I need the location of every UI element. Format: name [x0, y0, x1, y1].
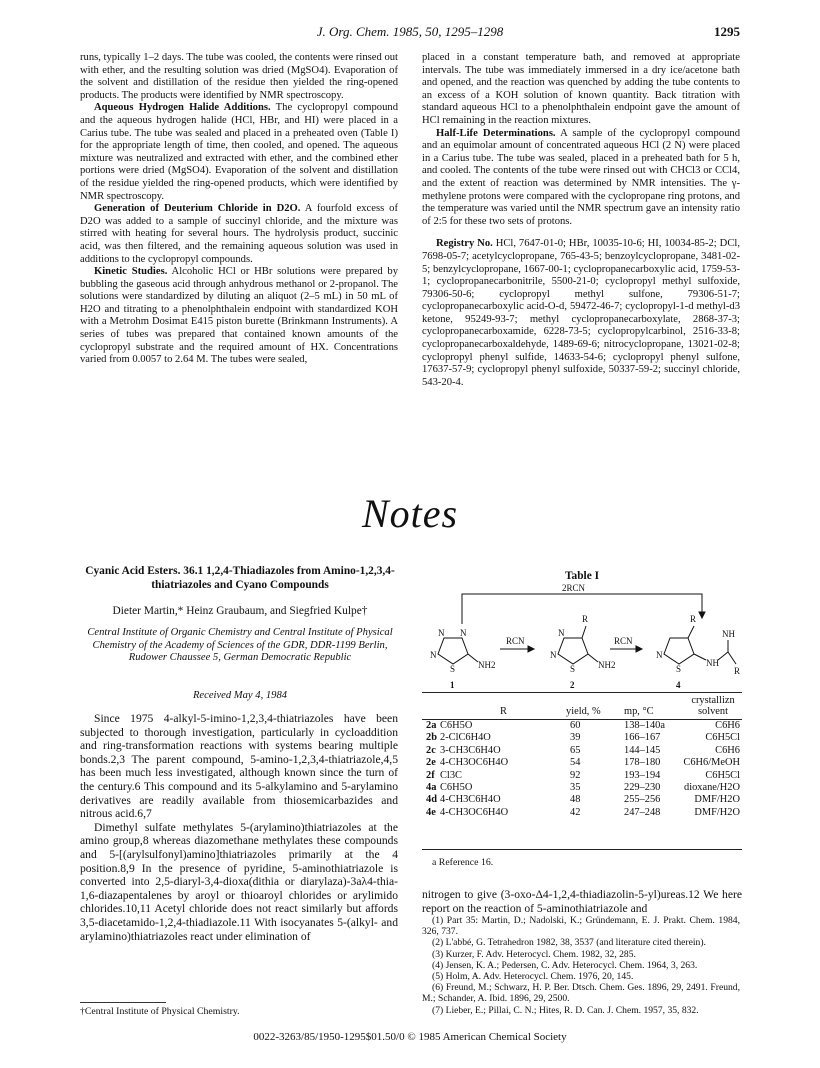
- table-cell: 48: [570, 794, 581, 806]
- table-cell: 65: [570, 744, 581, 756]
- table-cell: 92: [570, 769, 581, 781]
- column-header: mp, °C: [624, 706, 654, 717]
- reference-item: (1) Part 35: Martin, D.; Nadolski, K.; Gründemann, E. J. Prakt. Chem. 1984, 326, 737.: [422, 915, 740, 938]
- footnote-rule: [80, 1002, 166, 1003]
- running-header: [0, 24, 820, 44]
- table-footnote: a Reference 16.: [432, 857, 494, 868]
- table-row: [422, 770, 742, 782]
- atom-label: N: [430, 650, 437, 660]
- left-column-top: [80, 52, 398, 367]
- table-cell: DMF/H2O: [694, 794, 740, 806]
- table-rule: [422, 849, 742, 850]
- compound-id-cell: 2b: [426, 732, 437, 744]
- registry-paragraph: [422, 238, 740, 389]
- table-cell: 42: [570, 806, 581, 818]
- article-authors: Dieter Martin,* Heinz Graubaum, and Siegfried Kulpe†: [112, 605, 368, 617]
- table-cell: 3-CH3C6H4O: [440, 744, 501, 756]
- table-cell: 178–180: [624, 757, 661, 769]
- compound-number: 4: [676, 680, 681, 690]
- article-affiliation: Central Institute of Organic Chemistry and Central Institute of Physical Chemistry of the Academy of Sciences of the GDR, DDR-1199 Berlin, Rudower Chaussee 5, German Democratic Republic: [87, 627, 393, 664]
- reference-item: (6) Freund, M.; Schwarz, H. P. Ber. Dtsch. Chem. Ges. 1896, 29, 2491. Freund, M.; Schander, A. Ibid. 1896, 29, 2500.: [422, 982, 740, 1005]
- table-cell: 138–140a: [624, 720, 665, 731]
- scheme-reagent-2: RCN: [614, 636, 633, 646]
- table-cell: 4-CH3OC6H4O: [440, 806, 509, 818]
- right-column-top: [422, 52, 740, 389]
- table-cell: DMF/H2O: [694, 806, 740, 818]
- page-number: 1295: [714, 24, 740, 39]
- compound-id-cell: 2c: [426, 744, 436, 756]
- table-cell: C6H6/MeOH: [683, 757, 740, 769]
- atom-label: R: [690, 614, 697, 624]
- references-list: [422, 915, 740, 1016]
- compound-number: 1: [450, 680, 455, 690]
- atom-label: NH: [722, 629, 735, 639]
- table-cell: 54: [570, 757, 581, 769]
- atom-label: N: [550, 650, 557, 660]
- column-header: yield, %: [566, 706, 601, 717]
- table-cell: Cl3C: [440, 769, 462, 781]
- table-row: [422, 807, 742, 819]
- paragraph: [80, 203, 398, 266]
- copyright-footer: 0022-3263/85/1950-1295$01.50/0 © 1985 American Chemical Society: [253, 1031, 567, 1043]
- table-cell: 166–167: [624, 732, 661, 744]
- table-cell: C6H6: [715, 720, 740, 731]
- table-header-row: [422, 692, 742, 720]
- column-header: crystallizn solvent: [691, 695, 735, 717]
- paragraph: [80, 266, 398, 367]
- paragraph: nitrogen to give (3-oxo-Δ4-1,2,4-thiadiazolin-5-yl)ureas.12 We here report on the reaction of 5-aminothiatriazole and: [422, 888, 742, 915]
- paragraph: Since 1975 4-alkyl-5-imino-1,2,3,4-thiatriazoles have been subjected to thorough investigation, particularly in cycloaddition and ring-transformation reactions with systems bearing multiple bonds.2,3 The parent compound, 5-amino-1,2,3,4-thiatriazole,4,5 has been much less investigated, although known since the turn of the century.6 This compound and its 5-alkylamino and 5-arylamino derivatives are readily available from thiosemicarbazides and nitrous acid.6,7: [80, 712, 398, 821]
- table-cell: 60: [570, 720, 581, 731]
- table-cell: dioxane/H2O: [684, 781, 740, 793]
- atom-label: S: [450, 664, 456, 674]
- run-in-heading: Registry No.: [436, 238, 493, 250]
- compound-id-cell: 2f: [426, 769, 435, 781]
- compound-id-cell: 4d: [426, 794, 437, 806]
- table-cell: C6H5Cl: [705, 732, 740, 744]
- section-heading: Notes: [361, 491, 459, 536]
- compound-id-cell: 2e: [426, 757, 436, 769]
- compound-id-cell: 2a: [426, 720, 437, 731]
- table-title: Table I: [564, 570, 600, 582]
- table-cell: 39: [570, 732, 581, 744]
- paragraph-text: Alcoholic HCl or HBr solutions were prepared by bubbling the gaseous acid through anhydrous methanol or 2-propanol. The solutions were standardized by diluting an aliquot (2–5 mL) in 50 mL of H2O and titrating to a phenolphthalein endpoint with standardized KOH with a Metrohm Dosimat E415 piston burette (Brinkmann Instruments). A series of tubes was prepared that contained known amounts of the cyclopropyl substrate and the required amount of HX. Concentrations varied from 0.0057 to 2.64 M. The tubes were sealed,: [80, 266, 398, 366]
- run-in-heading: Half-Life Determinations.: [436, 127, 556, 139]
- table-cell: 35: [570, 781, 581, 793]
- table-cell: 2-ClC6H4O: [440, 732, 491, 744]
- table-row: [422, 745, 742, 757]
- table-row: [422, 732, 742, 744]
- table-cell: 247–248: [624, 806, 661, 818]
- compound-id-cell: 4e: [426, 806, 436, 818]
- article-title: Cyanic Acid Esters. 36.1 1,2,4-Thiadiazoles from Amino-1,2,3,4-thiatriazoles and Cyano Compounds: [85, 565, 395, 591]
- paragraph-text: A fourfold excess of D2O was added to a sample of succinyl chloride, and the mixture was stirred with heating for several hours. The hydrolysis product, succinic acid, was then filtered, and the remaining aqueous solution was used in additions to the cyclopropyl compounds.: [80, 203, 398, 265]
- paragraph: [80, 102, 398, 203]
- article-body-right: [422, 888, 742, 915]
- paragraph: Dimethyl sulfate methylates 5-(arylamino)thiatriazoles at the amino group,8 whereas diazomethane methylates these compounds and 5-[(arylsulfonyl)amino]thiatriazoles primarily at the 4 position.8,9 In the presence of pyridine, 5-aminothiatriazole is converted into 2,5-diaryl-3,4-dioxa(dithia or diarylaza)-3aλ4-thia-1,6-diazapentalenes by aroyl or thioaroyl chlorides or arylimido chlorides.10,11 Acetyl chloride does not react similarly but affords 3,5-diacetamido-1,2,4-thiadiazole.11 With isocyanates 5-(alkyl- and arylamino)thiatriazoles react under elimination of: [80, 820, 398, 943]
- table-row: [422, 757, 742, 769]
- atom-label: S: [676, 664, 682, 674]
- atom-label: NH2: [598, 660, 616, 670]
- scheme-reagent-top: 2RCN: [562, 583, 586, 593]
- compound-number: 2: [570, 680, 575, 690]
- scheme-reagent-1: RCN: [506, 636, 525, 646]
- table-cell: C6H5Cl: [705, 769, 740, 781]
- table-cell: C6H6: [715, 744, 740, 756]
- compound-id-cell: 4a: [426, 781, 437, 793]
- table-row: [422, 720, 742, 732]
- reference-item: (2) L'abbé, G. Tetrahedron 1982, 38, 3537 (and literature cited therein).: [432, 937, 706, 949]
- reference-item: (4) Jensen, K. A.; Pedersen, C. Adv. Heterocycl. Chem. 1964, 3, 263.: [432, 959, 698, 971]
- run-in-heading: Aqueous Hydrogen Halide Additions.: [94, 102, 271, 114]
- table-row: [422, 782, 742, 794]
- column-header: R: [500, 706, 507, 717]
- paragraph: placed in a constant temperature bath, and removed at appropriate intervals. The tube was immediately immersed in a dry ice/acetone bath and opened, and the reaction was quenched by adding the tube contents to an excess of a KOH solution of known quantity. Back titration with standard aqueous HCl to a phenolphthalein endpoint gave the amount of HCl remaining in the reaction mixtures.: [422, 52, 740, 126]
- table-cell: 229–230: [624, 781, 661, 793]
- reference-item: (5) Holm, A. Adv. Heterocycl. Chem. 1976, 20, 145.: [432, 971, 634, 983]
- table-cell: 193–194: [624, 769, 661, 781]
- article-body-left: [80, 712, 398, 943]
- reaction-scheme: [422, 582, 742, 692]
- affiliation-footnote: †Central Institute of Physical Chemistry.: [80, 1006, 240, 1017]
- reference-item: (7) Lieber, E.; Pillai, C. N.; Hites, R. D. Can. J. Chem. 1957, 35, 832.: [432, 1004, 699, 1016]
- atom-label: N: [460, 628, 467, 638]
- atom-label: N: [438, 628, 445, 638]
- journal-citation: J. Org. Chem. 1985, 50, 1295–1298: [316, 24, 504, 39]
- table-row: [422, 794, 742, 806]
- reference-item: (3) Kurzer, F. Adv. Heterocycl. Chem. 1982, 32, 285.: [432, 948, 636, 960]
- atom-label: N: [558, 628, 565, 638]
- paragraph-text: HCl, 7647-01-0; HBr, 10035-10-6; HI, 10034-85-2; DCl, 7698-05-7; acetylcyclopropane, 765-43-5; benzoylcyclopropane, 3481-02-5; benzylcyclopropane, 1667-00-1; cyclopropanecarboxylic acid, 1759-53-1; cyclopropanecarbonitrile, 5500-21-0; cyclopropyl methyl sulfoxide, 79306-50-6; cyclopropyl methyl sulfone, 79306-51-7; cyclopropanecarboxylic acid-O-d, 59472-46-7; cyclopropyl-1-d methyl-d3 ketone, 95249-93-7; methyl cyclopropanecarboxylate, 2868-37-3; cyclopropanecarboxamide, 6228-73-5; cyclopropylcarbinol, 2516-33-8; cyclopropanecarboxaldehyde, 1489-69-6; nitrocyclopropane, 13021-02-8; cyclopropyl phenyl sulfide, 14633-54-6; cyclopropyl phenyl sulfone, 17637-57-9; cyclopropyl phenyl sulfoxide, 50337-59-2; succinyl chloride, 543-20-4.: [422, 238, 740, 388]
- paragraph: [422, 128, 740, 229]
- table-cell: 144–145: [624, 744, 661, 756]
- paragraph: runs, typically 1–2 days. The tube was cooled, the contents were rinsed out with ether, and the resulting solution was dried (MgSO4). Evaporation of the solvent and distillation of the residue then yielded the ring-opened products. The products were identified by NMR spectroscopy.: [80, 52, 398, 101]
- atom-label: R: [582, 614, 589, 624]
- data-table: [422, 692, 742, 819]
- table-cell: C6H5O: [440, 720, 473, 731]
- table-cell: 255–256: [624, 794, 661, 806]
- atom-label: S: [570, 664, 576, 674]
- received-date: Received May 4, 1984: [192, 690, 288, 701]
- table-cell: 4-CH3C6H4O: [440, 794, 501, 806]
- run-in-heading: Kinetic Studies.: [94, 266, 168, 278]
- paragraph-text: The cyclopropyl compound and the aqueous hydrogen halide (HCl, HBr, and HI) were placed in a Carius tube. The tube was sealed and placed in a preheated oven (Table I) for the appropriate length of time, then cooled, and opened. The aqueous mixture was neutralized and extracted with ether, and the combined ether portions were dried (MgSO4). Evaporation of the solvent and distillation of the residue yielded the ring-opened products, which were identified by NMR spectroscopy.: [80, 102, 398, 202]
- atom-label: R: [734, 666, 741, 676]
- table-cell: 4-CH3OC6H4O: [440, 757, 509, 769]
- atom-label: N: [656, 650, 663, 660]
- atom-label: NH: [706, 658, 719, 668]
- table-body: [422, 720, 742, 819]
- atom-label: NH2: [478, 660, 496, 670]
- run-in-heading: Generation of Deuterium Chloride in D2O.: [94, 203, 301, 215]
- paragraph-text: A sample of the cyclopropyl compound and an equimolar amount of concentrated aqueous HCl (2 N) were placed in a Carius tube. The tube was sealed, placed in a preheated bath for 5 h, and cooled. The contents of the tube were rinsed out with CHCl3 or CCl4, and the extent of reaction was determined by NMR intensities. The γ-methylene protons were compared with the cyclopropane ring protons, and the temperature was varied until the NMR spectrum gave an intensity ratio of 2:5 for these two sets of protons.: [422, 127, 740, 227]
- table-cell: C6H5O: [440, 781, 473, 793]
